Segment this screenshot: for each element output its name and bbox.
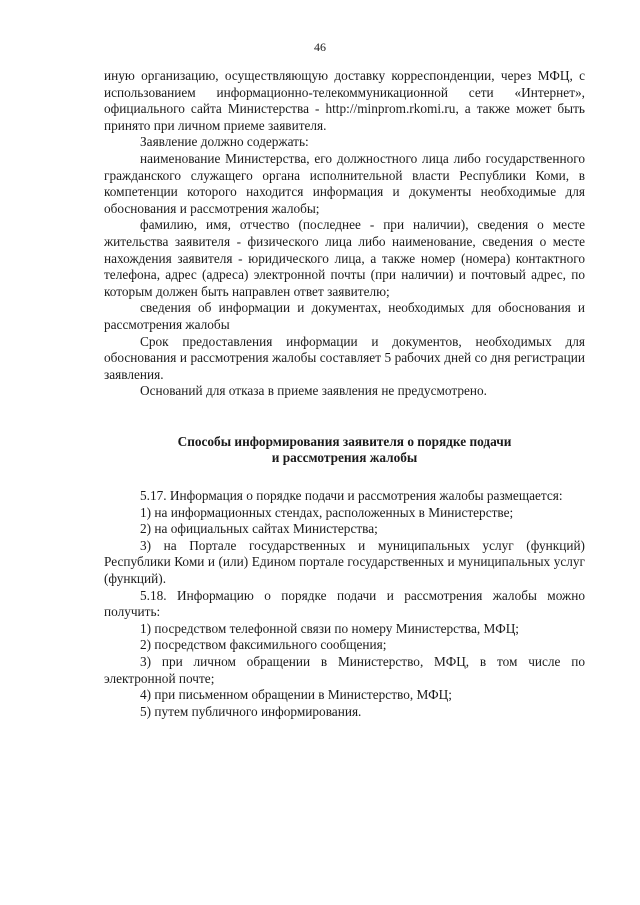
page-number: 46 xyxy=(314,40,326,54)
clause-5-18-item-1: 1) посредством телефонной связи по номеру Министерства, МФЦ; xyxy=(140,620,519,636)
paragraph-ministry-name: наименование Министерства, его должностного лица либо государственного гражданского служащего органа исполнительной власти Республики Коми, в компетенции которого находится информация и документы необходимые для обоснования и рассмотрения жалобы; xyxy=(104,150,585,216)
clause-5-17-item-2: 2) на официальных сайтах Министерства; xyxy=(140,521,378,537)
clause-5-18-item-4: 4) при письменном обращении в Министерство, МФЦ; xyxy=(140,687,452,703)
clause-5-18-item-3: 3) при личном обращении в Министерство, МФЦ, в том числе по электронной почте; xyxy=(104,654,585,686)
document-body xyxy=(104,68,585,720)
clause-5-18-item-2: 2) посредством факсимильного сообщения; xyxy=(140,637,387,653)
paragraph-deadline: Срок предоставления информации и документов, необходимых для обоснования и рассмотрения жалобы составляет 5 рабочих дней со дня регистрации заявления. xyxy=(104,333,585,382)
paragraph-application-contents: Заявление должно содержать: xyxy=(140,134,309,150)
clause-5-17-item-1: 1) на информационных стендах, расположенных в Министерстве; xyxy=(140,504,514,520)
paragraph-information-details: сведения об информации и документах, необходимых для обоснования и рассмотрения жалобы xyxy=(104,300,585,332)
paragraph-continuation: иную организацию, осуществляющую доставку корреспонденции, через МФЦ, с использованием информационно-телекоммуникационной сети «Интернет», официального сайта Министерства - http://minprom.rkomi.ru, а также может быть принято при личном приеме заявителя. xyxy=(104,68,585,133)
paragraph-applicant-details: фамилию, имя, отчество (последнее - при наличии), сведения о месте жительства заявителя - физического лица либо наименование, сведения о месте нахождения заявителя - юридического лица, а также номер (номера) контактного телефона, адрес (адреса) электронной почты (при наличии) и почтовый адрес, по которым должен быть направлен ответ заявителю; xyxy=(104,217,585,299)
section-heading-line-2: и рассмотрения жалобы xyxy=(271,450,418,466)
section-heading-line-1: Способы информирования заявителя о порядке подачи xyxy=(177,433,512,449)
clause-5-18-intro: 5.18. Информацию о порядке подачи и рассмотрения жалобы можно получить: xyxy=(104,587,585,620)
clause-5-18-item-5: 5) путем публичного информирования. xyxy=(140,703,362,719)
section-heading xyxy=(104,434,585,467)
clause-5-17-intro: 5.17. Информация о порядке подачи и рассмотрения жалобы размещается: xyxy=(140,488,563,504)
paragraph-no-refusal: Оснований для отказа в приеме заявления не предусмотрено. xyxy=(140,383,487,399)
clause-5-17-item-3: 3) на Портале государственных и муниципальных услуг (функций) Республики Коми и (или) Едином портале государственных и муниципальных услуг (функций). xyxy=(104,537,585,587)
